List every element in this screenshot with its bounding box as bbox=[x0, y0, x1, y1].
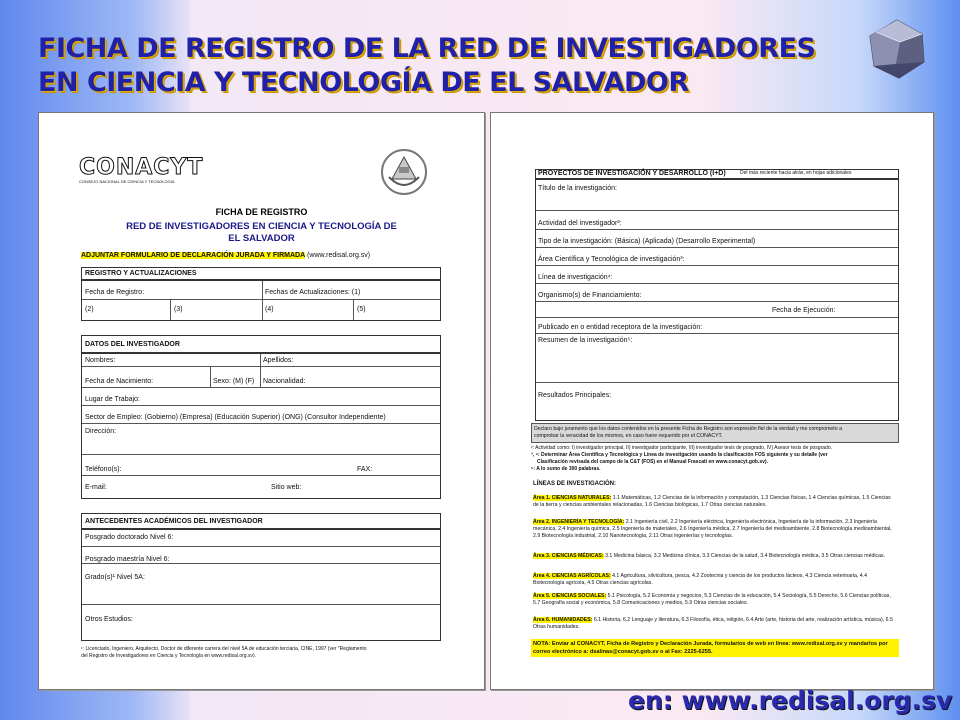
attach-note bbox=[81, 252, 370, 259]
area-6-text: 6.1 Historia, 6.2 Lenguaje y literatura, 6.3 Filosofía, ética, religión, 6.4 Arte (arte, historia del arte, realización artística, música), 6.5 Otras humanidades. bbox=[533, 617, 893, 630]
title-line-1: FICHA DE REGISTRO DE LA RED DE INVESTIGADORES bbox=[38, 33, 816, 64]
actualizacion-4: (4) bbox=[265, 306, 274, 313]
proyectos-note: Del más reciente hacia atrás, en hojas adicionales bbox=[740, 170, 852, 176]
nacionalidad-label: Nacionalidad: bbox=[263, 378, 306, 385]
nota-envio: NOTA: Enviar al CONACYT, Ficha de Registro y Declaración Jurada, formularios de web en línea: www.redisal.org.sv y mandarlos por correo electrónico a: dsalinas@conacyt.gob.sv o al Fax: 2225-6255. bbox=[531, 639, 899, 657]
footnote-line-1: ¹: Licenciado, Ingeniero, Arquitecto, Doctor de diferente carrera del nivel 5A de educación terciaria, CINE, 1997 (ver "Reglamento bbox=[81, 646, 367, 652]
resumen-label: Resumen de la investigación⁵: bbox=[538, 337, 633, 344]
area-1 bbox=[533, 495, 895, 509]
linea-label: Línea de investigación⁴: bbox=[538, 274, 613, 281]
doctorado-label: Posgrado doctorado Nivel 6: bbox=[85, 534, 174, 541]
form-subheading-1: RED DE INVESTIGADORES EN CIENCIA Y TECNOLOGÍA DE bbox=[126, 221, 397, 232]
actualizacion-3: (3) bbox=[174, 306, 183, 313]
area-4-label: Área 4. CIENCIAS AGRÍCOLAS: bbox=[533, 573, 611, 579]
area-1-text: 1.1 Matemáticas, 1.2 Ciencias de la información y computación, 1.3 Ciencias físicas, 1.4 Ciencias químicas, 1.5 Ciencias de la tierra y ciencias ambientales relacionadas, 1.6 Ciencias biológicas, 1.7 Otras ciencias naturales. bbox=[533, 495, 891, 508]
polyhedron-icon bbox=[866, 18, 928, 80]
direccion-label: Dirección: bbox=[85, 428, 117, 435]
area-1-label: Área 1. CIENCIAS NATURALES: bbox=[533, 495, 612, 501]
declaracion-line-2: comprobar la veracidad de los mismos, en caso fuere requerido por el CONACYT. bbox=[534, 433, 723, 439]
lugar-trabajo-label: Lugar de Trabajo: bbox=[85, 396, 140, 403]
organismo-label: Organismo(s) de Financiamiento: bbox=[538, 292, 642, 299]
academicos-section bbox=[81, 513, 441, 641]
actividad-label: Actividad del investigador²: bbox=[538, 220, 622, 227]
fecha-actualizaciones-label: Fechas de Actualizaciones: (1) bbox=[265, 289, 361, 296]
academicos-header: ANTECEDENTES ACADÉMICOS DEL INVESTIGADOR bbox=[85, 518, 263, 525]
form-page-1 bbox=[38, 112, 485, 690]
sexo-label: Sexo: (M) (F) bbox=[213, 378, 255, 385]
area-5 bbox=[533, 593, 895, 607]
area-5-label: Área 5. CIENCIAS SOCIALES: bbox=[533, 593, 607, 599]
actualizacion-5: (5) bbox=[357, 306, 366, 313]
coat-of-arms-icon bbox=[379, 147, 429, 197]
footnote-line-2: del Registro de Investigadores en Ciencia y Tecnología en www.redisal.org.sv). bbox=[81, 653, 256, 659]
proyectos-section bbox=[535, 169, 899, 421]
area-2 bbox=[533, 519, 895, 540]
area-3 bbox=[533, 553, 895, 560]
form-subheading-2: EL SALVADOR bbox=[228, 233, 295, 244]
registro-header: REGISTRO Y ACTUALIZACIONES bbox=[85, 270, 197, 277]
sitio-web-label: Sitio web: bbox=[271, 484, 302, 491]
otros-estudios-label: Otros Estudios: bbox=[85, 616, 133, 623]
title-line-2: EN CIENCIA Y TECNOLOGÍA DE EL SALVADOR bbox=[38, 67, 689, 98]
conacyt-logo: CONACYT bbox=[79, 155, 204, 180]
attach-note-url: (www.redisal.org.sv) bbox=[307, 252, 371, 259]
area-label: Área Científica y Tecnológica de investigación³: bbox=[538, 256, 685, 263]
proyectos-header: PROYECTOS DE INVESTIGACIÓN Y DESARROLLO (I+D) bbox=[538, 170, 726, 177]
nombres-label: Nombres: bbox=[85, 357, 116, 364]
declaracion-box bbox=[531, 423, 899, 443]
area-6-label: Área 6. HUMANIDADES: bbox=[533, 617, 593, 623]
datos-header: DATOS DEL INVESTIGADOR bbox=[85, 341, 180, 348]
footnote-3b: Clasificación revisada del campo de la C&T (FOS) en el Manual Frascati en www.conacyt.gob.sv). bbox=[537, 459, 768, 465]
area-4-text: 4.1 Agricultura, silvicultura, pesca, 4.2 Zootecnia y ciencia de los productos lácteos, 4.3 Ciencia veterinaria, 4.4 Biotecnología agrícola, 4.5 Otras ciencias agrícolas. bbox=[533, 573, 867, 586]
form-page-2 bbox=[490, 112, 934, 690]
footnote-5: ⁵: A lo sumo de 300 palabras. bbox=[531, 466, 601, 472]
apellidos-label: Apellidos: bbox=[263, 357, 294, 364]
maestria-label: Posgrado maestría Nivel 6: bbox=[85, 556, 170, 563]
grados-label: Grado(s)¹ Nivel 5A: bbox=[85, 574, 145, 581]
publicado-label: Publicado en o entidad receptora de la investigación: bbox=[538, 324, 703, 331]
lineas-header: LÍNEAS DE INVESTIGACIÓN: bbox=[533, 481, 617, 487]
tipo-label: Tipo de la investigación: (Básica) (Aplicada) (Desarrollo Experimental) bbox=[538, 238, 756, 245]
registro-section bbox=[81, 267, 441, 321]
fecha-ejecucion-label: Fecha de Ejecución: bbox=[772, 307, 836, 314]
datos-section bbox=[81, 335, 441, 499]
declaracion-line-1: Declaro bajo juramento que los datos contenidos en la presente Ficha de Registro son expresión fiel de la verdad y me comprometo a bbox=[534, 426, 842, 432]
area-4 bbox=[533, 573, 895, 587]
footer-link[interactable]: www.redisal.org.sv bbox=[681, 686, 953, 715]
area-5-text: 5.1 Psicología, 5.2 Economía y negocios, 5.3 Ciencias de la educación, 5.4 Sociología, 5.5 Derecho, 5.6 Ciencias políticas, 5.7 Geografía social y económica, 5.8 Comunicaciones y medios, 5.9 Otras ciencias sociales. bbox=[533, 593, 891, 606]
footnote-3a: ³, ⁴: Determinar Área Científica y Tecnológica y Línea de investigación usando la clasificación FOS siguiente y su detalle (ver bbox=[531, 452, 828, 458]
footnote-2: ²: Actividad como: I) investigador principal, II) investigador participante, III) investigador tesis de posgrado, IV) Asesor tesis de posgrado. bbox=[531, 445, 832, 451]
resultados-label: Resultados Principales: bbox=[538, 392, 612, 399]
telefono-label: Teléfono(s): bbox=[85, 466, 122, 473]
footer-prefix: en: bbox=[628, 686, 673, 715]
conacyt-logo-subtitle: CONSEJO NACIONAL DE CIENCIA Y TECNOLOGIA bbox=[79, 179, 175, 184]
area-3-text: 3.1 Medicina básica, 3.2 Medicina clínica, 3.3 Ciencias de la salud, 3.4 Biotecnología médica, 3.5 Otras ciencias médicas. bbox=[605, 553, 886, 559]
area-2-text: 2.1 Ingeniería civil, 2.2 Ingeniería eléctrica, Ingeniería electrónica, Ingeniería de la información, 2.3 Ingeniería mecánica, 2.4 Ingeniería química, 2.5 Ingeniería de materiales, 2.6 Ingeniería médica, 2.7 Ingeniería del medioambiente, 2.8 Biotecnología medioambiental, 2.9 Biotecnología industrial, 2.10 Nanotecnología, 2.11 Otras ingenierías y tecnologías. bbox=[533, 519, 892, 539]
nacimiento-label: Fecha de Nacimiento: bbox=[85, 378, 154, 385]
area-2-label: Área 2. INGENIERÍA Y TECNOLOGÍA: bbox=[533, 519, 625, 525]
titulo-label: Título de la investigación: bbox=[538, 185, 617, 192]
area-6 bbox=[533, 617, 895, 631]
form-heading: FICHA DE REGISTRO bbox=[215, 207, 308, 217]
page-title bbox=[38, 32, 858, 100]
fecha-registro-label: Fecha de Registro: bbox=[85, 289, 145, 296]
fax-label: FAX: bbox=[357, 466, 373, 473]
area-3-label: Área 3. CIENCIAS MÉDICAS: bbox=[533, 553, 604, 559]
actualizacion-2: (2) bbox=[85, 306, 94, 313]
email-label: E-mail: bbox=[85, 484, 107, 491]
attach-note-text: ADJUNTAR FORMULARIO DE DECLARACIÓN JURADA Y FIRMADA bbox=[81, 252, 306, 259]
footer-url bbox=[628, 686, 952, 715]
sector-empleo-label: Sector de Empleo: (Gobierno) (Empresa) (Educación Superior) (ONG) (Consultor Independiente) bbox=[85, 414, 386, 421]
